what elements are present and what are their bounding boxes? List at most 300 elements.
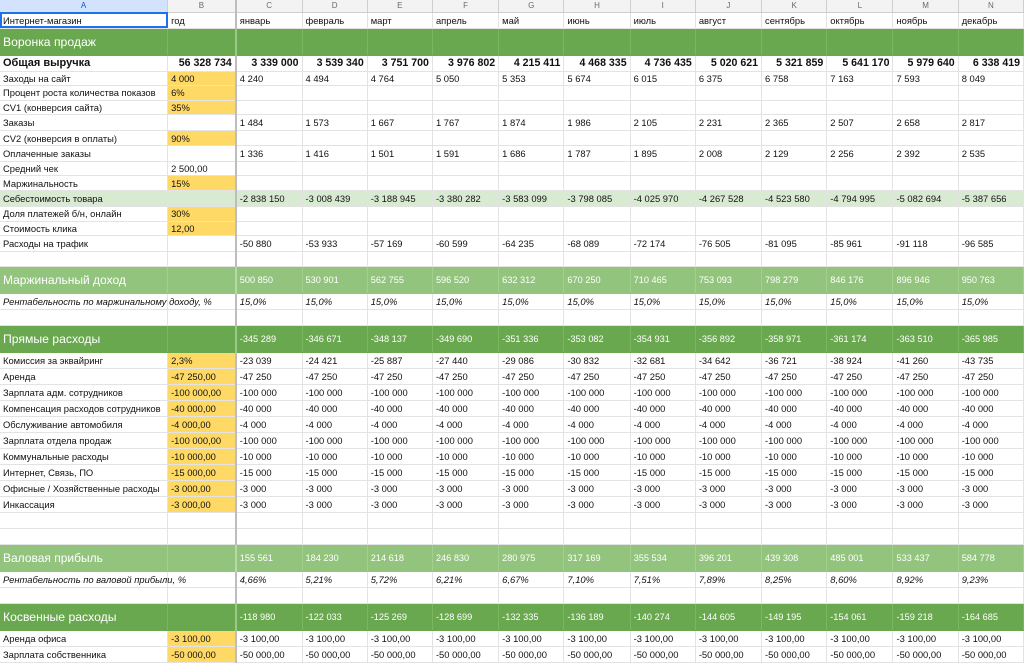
month-cell[interactable]: -3 100,00 — [564, 630, 630, 646]
month-cell[interactable]: 5 020 621 — [695, 55, 761, 71]
month-cell[interactable]: -10 000 — [893, 448, 958, 464]
month-cell[interactable]: -50 000,00 — [432, 646, 498, 662]
empty-cell[interactable] — [236, 252, 302, 267]
month-cell[interactable]: -100 000 — [367, 432, 432, 448]
month-cell[interactable]: -4 000 — [893, 416, 958, 432]
month-cell[interactable]: -3 100,00 — [630, 630, 695, 646]
input-cell[interactable]: -40 000,00 — [168, 400, 236, 416]
month-cell[interactable]: -15 000 — [236, 464, 302, 480]
empty-cell[interactable] — [958, 512, 1023, 528]
empty-cell[interactable] — [827, 309, 893, 325]
month-cell[interactable] — [302, 207, 367, 222]
month-cell[interactable]: -40 000 — [499, 400, 564, 416]
empty-cell[interactable] — [762, 528, 827, 544]
month-cell[interactable] — [302, 100, 367, 115]
month-cell[interactable]: -15 000 — [564, 464, 630, 480]
month-cell[interactable]: 317 169 — [564, 544, 630, 571]
row-label[interactable]: Инкассация — [0, 496, 168, 512]
month-cell[interactable]: -3 000 — [432, 480, 498, 496]
month-cell[interactable]: -24 421 — [302, 352, 367, 368]
month-cell[interactable] — [958, 100, 1023, 115]
month-cell[interactable]: 8,92% — [893, 571, 958, 587]
month-cell[interactable] — [302, 221, 367, 236]
column-header-c[interactable]: C — [236, 0, 302, 12]
month-cell[interactable] — [958, 161, 1023, 176]
empty-cell[interactable] — [827, 587, 893, 603]
year-cell[interactable] — [168, 191, 236, 207]
month-cell[interactable] — [762, 207, 827, 222]
month-cell[interactable] — [564, 176, 630, 191]
month-cell[interactable]: 1 336 — [236, 145, 302, 161]
month-cell[interactable]: -4 000 — [958, 416, 1023, 432]
month-cell[interactable]: 8,60% — [827, 571, 893, 587]
month-cell[interactable]: -10 000 — [958, 448, 1023, 464]
column-header-b[interactable]: B — [168, 0, 236, 12]
month-cell[interactable] — [958, 221, 1023, 236]
month-cell[interactable] — [762, 131, 827, 146]
month-cell[interactable]: -15 000 — [958, 464, 1023, 480]
month-cell[interactable] — [893, 207, 958, 222]
month-cell[interactable] — [367, 221, 432, 236]
month-cell[interactable]: -365 985 — [958, 325, 1023, 352]
month-cell[interactable]: 214 618 — [367, 544, 432, 571]
month-cell[interactable] — [432, 221, 498, 236]
month-cell[interactable]: -345 289 — [236, 325, 302, 352]
month-cell[interactable]: -15 000 — [630, 464, 695, 480]
month-cell[interactable]: -346 671 — [302, 325, 367, 352]
input-cell[interactable]: -15 000,00 — [168, 464, 236, 480]
month-cell[interactable]: -76 505 — [695, 236, 761, 252]
month-cell[interactable]: -3 000 — [695, 496, 761, 512]
row-label[interactable]: Заходы на сайт — [0, 71, 168, 86]
month-cell[interactable]: -3 000 — [432, 496, 498, 512]
month-cell[interactable]: -3 188 945 — [367, 191, 432, 207]
month-cell[interactable]: -96 585 — [958, 236, 1023, 252]
month-cell[interactable]: -40 000 — [762, 400, 827, 416]
empty-cell[interactable] — [302, 252, 367, 267]
month-cell[interactable]: 562 755 — [367, 266, 432, 293]
month-cell[interactable] — [827, 131, 893, 146]
month-cell[interactable] — [302, 86, 367, 101]
month-header-cell[interactable]: июнь — [564, 12, 630, 28]
month-cell[interactable] — [762, 221, 827, 236]
month-cell[interactable]: -118 980 — [236, 603, 302, 630]
month-cell[interactable]: 8 049 — [958, 71, 1023, 86]
month-cell[interactable]: -358 971 — [762, 325, 827, 352]
month-cell[interactable]: -3 000 — [762, 480, 827, 496]
month-cell[interactable]: -47 250 — [893, 368, 958, 384]
month-cell[interactable]: -100 000 — [367, 384, 432, 400]
month-cell[interactable]: -47 250 — [432, 368, 498, 384]
row-label[interactable]: Оплаченные заказы — [0, 145, 168, 161]
month-cell[interactable]: -164 685 — [958, 603, 1023, 630]
month-cell[interactable]: -3 100,00 — [827, 630, 893, 646]
month-cell[interactable]: -10 000 — [302, 448, 367, 464]
month-cell[interactable] — [367, 176, 432, 191]
month-cell[interactable]: -136 189 — [564, 603, 630, 630]
month-cell[interactable]: -47 250 — [958, 368, 1023, 384]
month-cell[interactable]: -47 250 — [236, 368, 302, 384]
empty-cell[interactable] — [499, 309, 564, 325]
month-cell[interactable] — [564, 161, 630, 176]
month-cell[interactable]: -81 095 — [762, 236, 827, 252]
month-cell[interactable]: -128 699 — [432, 603, 498, 630]
month-cell[interactable]: -34 642 — [695, 352, 761, 368]
year-cell[interactable] — [168, 544, 236, 571]
row-label[interactable]: Прямые расходы — [0, 325, 168, 352]
month-cell[interactable] — [958, 28, 1023, 55]
month-cell[interactable]: -4 523 580 — [762, 191, 827, 207]
month-cell[interactable]: -4 000 — [236, 416, 302, 432]
month-cell[interactable]: -47 250 — [499, 368, 564, 384]
year-cell[interactable] — [168, 266, 236, 293]
month-cell[interactable]: -3 000 — [564, 496, 630, 512]
month-cell[interactable] — [695, 161, 761, 176]
month-cell[interactable]: -3 000 — [367, 480, 432, 496]
input-cell[interactable]: -3 000,00 — [168, 496, 236, 512]
month-cell[interactable]: -100 000 — [236, 384, 302, 400]
month-cell[interactable]: -3 000 — [302, 496, 367, 512]
column-header-g[interactable]: G — [499, 0, 564, 12]
month-cell[interactable] — [367, 86, 432, 101]
empty-cell[interactable] — [236, 587, 302, 603]
month-cell[interactable]: 15,0% — [499, 293, 564, 309]
month-cell[interactable]: -91 118 — [893, 236, 958, 252]
row-label[interactable]: Аренда офиса — [0, 630, 168, 646]
empty-cell[interactable] — [893, 512, 958, 528]
row-label[interactable]: Заказы — [0, 115, 168, 131]
empty-cell[interactable] — [695, 528, 761, 544]
month-cell[interactable] — [367, 28, 432, 55]
month-cell[interactable]: 15,0% — [367, 293, 432, 309]
month-cell[interactable] — [630, 207, 695, 222]
month-cell[interactable]: 1 591 — [432, 145, 498, 161]
month-cell[interactable] — [630, 86, 695, 101]
month-cell[interactable]: -40 000 — [695, 400, 761, 416]
row-label[interactable]: Офисные / Хозяйственные расходы — [0, 480, 168, 496]
input-cell[interactable]: -4 000,00 — [168, 416, 236, 432]
empty-cell[interactable] — [630, 528, 695, 544]
month-cell[interactable]: -50 880 — [236, 236, 302, 252]
month-cell[interactable]: 1 686 — [499, 145, 564, 161]
empty-cell[interactable] — [958, 252, 1023, 267]
month-cell[interactable]: 2 658 — [893, 115, 958, 131]
month-cell[interactable]: -32 681 — [630, 352, 695, 368]
input-cell[interactable]: -3 100,00 — [168, 630, 236, 646]
input-cell[interactable]: -10 000,00 — [168, 448, 236, 464]
empty-cell[interactable] — [236, 528, 302, 544]
month-cell[interactable]: -3 000 — [827, 480, 893, 496]
month-cell[interactable]: -140 274 — [630, 603, 695, 630]
month-cell[interactable]: -15 000 — [367, 464, 432, 480]
month-cell[interactable]: -3 100,00 — [302, 630, 367, 646]
month-cell[interactable]: 7,51% — [630, 571, 695, 587]
month-cell[interactable]: -3 000 — [302, 480, 367, 496]
input-cell[interactable]: -3 000,00 — [168, 480, 236, 496]
month-cell[interactable]: -100 000 — [302, 432, 367, 448]
month-cell[interactable]: -15 000 — [432, 464, 498, 480]
row-label[interactable]: Доля платежей б/н, онлайн — [0, 207, 168, 222]
empty-cell[interactable] — [168, 309, 236, 325]
month-cell[interactable]: -100 000 — [236, 432, 302, 448]
empty-cell[interactable] — [236, 512, 302, 528]
month-cell[interactable]: 2 105 — [630, 115, 695, 131]
month-cell[interactable]: -15 000 — [893, 464, 958, 480]
month-cell[interactable] — [695, 86, 761, 101]
name-cell[interactable]: Интернет-магазин — [0, 12, 168, 28]
month-cell[interactable]: -50 000,00 — [302, 646, 367, 662]
column-header-m[interactable]: M — [893, 0, 958, 12]
empty-cell[interactable] — [367, 512, 432, 528]
month-cell[interactable] — [432, 176, 498, 191]
month-cell[interactable]: -4 000 — [302, 416, 367, 432]
month-cell[interactable]: 5 321 859 — [762, 55, 827, 71]
row-label[interactable]: Аренда — [0, 368, 168, 384]
month-cell[interactable]: -10 000 — [630, 448, 695, 464]
empty-cell[interactable] — [630, 512, 695, 528]
month-cell[interactable]: 15,0% — [432, 293, 498, 309]
month-cell[interactable]: -5 082 694 — [893, 191, 958, 207]
month-cell[interactable]: -100 000 — [432, 432, 498, 448]
month-cell[interactable] — [236, 176, 302, 191]
month-cell[interactable]: -57 169 — [367, 236, 432, 252]
month-cell[interactable] — [958, 131, 1023, 146]
month-cell[interactable]: 950 763 — [958, 266, 1023, 293]
empty-cell[interactable] — [958, 309, 1023, 325]
month-cell[interactable] — [827, 161, 893, 176]
month-cell[interactable] — [893, 131, 958, 146]
month-cell[interactable]: -36 721 — [762, 352, 827, 368]
month-cell[interactable]: -47 250 — [630, 368, 695, 384]
month-cell[interactable]: -3 100,00 — [367, 630, 432, 646]
month-cell[interactable] — [827, 28, 893, 55]
empty-cell[interactable] — [168, 512, 236, 528]
month-cell[interactable]: 4 494 — [302, 71, 367, 86]
month-cell[interactable]: -144 605 — [695, 603, 761, 630]
month-cell[interactable] — [499, 207, 564, 222]
month-cell[interactable]: -3 100,00 — [762, 630, 827, 646]
month-cell[interactable]: 5 353 — [499, 71, 564, 86]
month-cell[interactable]: -100 000 — [762, 432, 827, 448]
month-cell[interactable]: -10 000 — [827, 448, 893, 464]
month-cell[interactable]: 7,89% — [695, 571, 761, 587]
empty-cell[interactable] — [564, 512, 630, 528]
input-cell[interactable]: 35% — [168, 100, 236, 115]
month-cell[interactable]: -3 000 — [958, 480, 1023, 496]
month-cell[interactable]: 4 468 335 — [564, 55, 630, 71]
month-cell[interactable]: -3 000 — [367, 496, 432, 512]
input-cell[interactable]: 6% — [168, 86, 236, 101]
empty-cell[interactable] — [302, 309, 367, 325]
month-header-cell[interactable]: май — [499, 12, 564, 28]
month-cell[interactable]: 3 751 700 — [367, 55, 432, 71]
empty-cell[interactable] — [762, 252, 827, 267]
month-cell[interactable]: -43 735 — [958, 352, 1023, 368]
row-label[interactable]: Комиссия за эквайринг — [0, 352, 168, 368]
month-cell[interactable]: -50 000,00 — [762, 646, 827, 662]
month-cell[interactable] — [564, 86, 630, 101]
input-cell[interactable]: -47 250,00 — [168, 368, 236, 384]
month-cell[interactable]: -40 000 — [827, 400, 893, 416]
empty-cell[interactable] — [893, 528, 958, 544]
month-cell[interactable]: -50 000,00 — [827, 646, 893, 662]
month-cell[interactable] — [367, 100, 432, 115]
column-header-i[interactable]: I — [630, 0, 695, 12]
input-cell[interactable]: -50 000,00 — [168, 646, 236, 662]
month-cell[interactable] — [236, 86, 302, 101]
month-cell[interactable]: -4 267 528 — [695, 191, 761, 207]
month-cell[interactable]: 846 176 — [827, 266, 893, 293]
month-cell[interactable]: -47 250 — [695, 368, 761, 384]
month-cell[interactable]: -3 100,00 — [499, 630, 564, 646]
month-cell[interactable]: -15 000 — [827, 464, 893, 480]
month-cell[interactable]: 1 416 — [302, 145, 367, 161]
month-cell[interactable]: 2 231 — [695, 115, 761, 131]
month-cell[interactable]: 4,66% — [236, 571, 302, 587]
month-cell[interactable]: -3 000 — [236, 480, 302, 496]
month-cell[interactable]: -100 000 — [827, 432, 893, 448]
month-cell[interactable]: -47 250 — [564, 368, 630, 384]
empty-cell[interactable] — [762, 587, 827, 603]
month-cell[interactable]: 1 986 — [564, 115, 630, 131]
month-cell[interactable]: -40 000 — [893, 400, 958, 416]
row-label[interactable]: Зарплата адм. сотрудников — [0, 384, 168, 400]
month-cell[interactable]: 15,0% — [958, 293, 1023, 309]
column-header-h[interactable]: H — [564, 0, 630, 12]
month-cell[interactable] — [827, 221, 893, 236]
empty-cell[interactable] — [958, 528, 1023, 544]
year-cell[interactable]: 2 500,00 — [168, 161, 236, 176]
month-cell[interactable]: 15,0% — [893, 293, 958, 309]
empty-cell[interactable] — [630, 587, 695, 603]
empty-cell[interactable] — [432, 587, 498, 603]
empty-cell[interactable] — [893, 309, 958, 325]
month-cell[interactable] — [499, 100, 564, 115]
month-cell[interactable] — [827, 100, 893, 115]
month-cell[interactable]: 4 736 435 — [630, 55, 695, 71]
month-cell[interactable] — [499, 28, 564, 55]
month-cell[interactable]: -3 000 — [893, 496, 958, 512]
year-header-cell[interactable]: год — [168, 12, 236, 28]
month-cell[interactable]: 155 561 — [236, 544, 302, 571]
empty-cell[interactable] — [367, 528, 432, 544]
month-cell[interactable] — [432, 131, 498, 146]
month-cell[interactable] — [827, 86, 893, 101]
row-label[interactable]: Воронка продаж — [0, 28, 168, 55]
month-cell[interactable]: 4 764 — [367, 71, 432, 86]
month-cell[interactable]: 3 976 802 — [432, 55, 498, 71]
month-cell[interactable] — [236, 131, 302, 146]
month-cell[interactable]: -64 235 — [499, 236, 564, 252]
month-cell[interactable]: -68 089 — [564, 236, 630, 252]
row-label[interactable]: Себестоимость товара — [0, 191, 168, 207]
year-cell[interactable] — [168, 145, 236, 161]
month-cell[interactable]: 6,67% — [499, 571, 564, 587]
month-header-cell[interactable]: август — [695, 12, 761, 28]
month-cell[interactable]: -100 000 — [499, 384, 564, 400]
year-cell[interactable]: 56 328 734 — [168, 55, 236, 71]
input-cell[interactable]: 4 000 — [168, 71, 236, 86]
month-header-cell[interactable]: октябрь — [827, 12, 893, 28]
month-cell[interactable] — [367, 207, 432, 222]
empty-cell[interactable] — [302, 587, 367, 603]
month-cell[interactable]: -10 000 — [432, 448, 498, 464]
empty-cell[interactable] — [367, 309, 432, 325]
row-label[interactable]: Обслуживание автомобиля — [0, 416, 168, 432]
empty-cell[interactable] — [168, 252, 236, 267]
month-cell[interactable]: -30 832 — [564, 352, 630, 368]
month-cell[interactable] — [367, 161, 432, 176]
month-cell[interactable] — [893, 28, 958, 55]
row-label[interactable]: Маржинальный доход — [0, 266, 168, 293]
input-cell[interactable]: 12,00 — [168, 221, 236, 236]
month-cell[interactable] — [564, 100, 630, 115]
column-header-n[interactable]: N — [958, 0, 1023, 12]
empty-cell[interactable] — [432, 528, 498, 544]
month-cell[interactable]: -10 000 — [367, 448, 432, 464]
month-cell[interactable]: 4 240 — [236, 71, 302, 86]
month-cell[interactable]: 6 758 — [762, 71, 827, 86]
month-cell[interactable]: 5,72% — [367, 571, 432, 587]
month-cell[interactable]: -4 000 — [564, 416, 630, 432]
month-cell[interactable] — [893, 86, 958, 101]
month-cell[interactable]: -4 000 — [827, 416, 893, 432]
month-cell[interactable]: -40 000 — [630, 400, 695, 416]
month-cell[interactable] — [432, 100, 498, 115]
month-cell[interactable]: -100 000 — [958, 432, 1023, 448]
row-label[interactable]: Средний чек — [0, 161, 168, 176]
month-cell[interactable] — [432, 207, 498, 222]
month-cell[interactable]: 439 308 — [762, 544, 827, 571]
month-cell[interactable]: -351 336 — [499, 325, 564, 352]
row-label[interactable]: Рентабельность по маржинальному доходу, % — [0, 293, 168, 309]
month-cell[interactable] — [893, 221, 958, 236]
month-cell[interactable]: -4 000 — [499, 416, 564, 432]
month-cell[interactable]: -27 440 — [432, 352, 498, 368]
input-cell[interactable]: -100 000,00 — [168, 384, 236, 400]
month-cell[interactable]: -349 690 — [432, 325, 498, 352]
input-cell[interactable]: -100 000,00 — [168, 432, 236, 448]
month-cell[interactable] — [630, 221, 695, 236]
month-cell[interactable]: 5 641 170 — [827, 55, 893, 71]
empty-cell[interactable] — [0, 528, 168, 544]
month-cell[interactable]: 280 975 — [499, 544, 564, 571]
column-header-j[interactable]: J — [695, 0, 761, 12]
month-cell[interactable]: -50 000,00 — [630, 646, 695, 662]
month-cell[interactable]: -100 000 — [827, 384, 893, 400]
month-cell[interactable]: 8,25% — [762, 571, 827, 587]
month-cell[interactable]: -348 137 — [367, 325, 432, 352]
empty-cell[interactable] — [0, 512, 168, 528]
month-cell[interactable]: -85 961 — [827, 236, 893, 252]
empty-cell[interactable] — [630, 252, 695, 267]
month-cell[interactable]: -3 000 — [827, 496, 893, 512]
month-cell[interactable]: -154 061 — [827, 603, 893, 630]
empty-cell[interactable] — [236, 309, 302, 325]
month-cell[interactable]: -100 000 — [630, 384, 695, 400]
month-cell[interactable]: 7,10% — [564, 571, 630, 587]
month-cell[interactable] — [236, 221, 302, 236]
month-header-cell[interactable]: июль — [630, 12, 695, 28]
month-cell[interactable]: -4 794 995 — [827, 191, 893, 207]
month-cell[interactable]: -4 000 — [432, 416, 498, 432]
month-cell[interactable]: -100 000 — [893, 384, 958, 400]
month-cell[interactable] — [762, 176, 827, 191]
month-cell[interactable] — [695, 100, 761, 115]
month-cell[interactable]: -122 033 — [302, 603, 367, 630]
month-cell[interactable]: -40 000 — [564, 400, 630, 416]
month-cell[interactable]: -4 000 — [695, 416, 761, 432]
